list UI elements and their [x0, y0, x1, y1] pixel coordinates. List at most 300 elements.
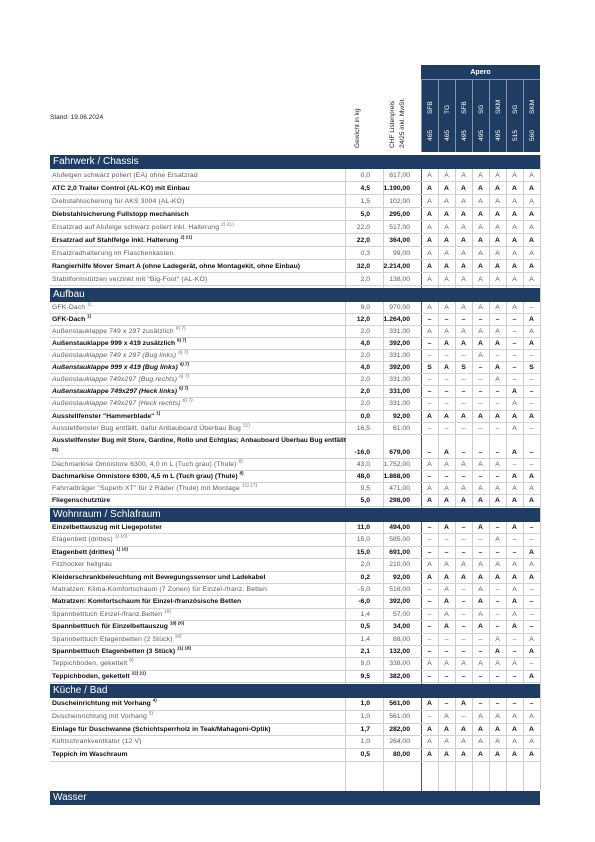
- price-value: 561,00: [389, 700, 410, 707]
- availability-cell: –: [478, 424, 483, 432]
- availability-cell: –: [529, 660, 534, 668]
- option-row: [50, 559, 540, 571]
- availability-cell: A: [461, 700, 466, 707]
- availability-cell: A: [427, 484, 432, 492]
- availability-cell: A: [529, 250, 534, 257]
- footnote-ref: 6) 7): [182, 398, 193, 404]
- availability-cell: S: [461, 364, 466, 372]
- option-row: [50, 169, 540, 182]
- price-value: 1.752,00: [383, 460, 410, 468]
- availability-cell: A: [461, 250, 466, 257]
- option-row: [50, 247, 540, 260]
- series-label: Apero: [421, 65, 540, 80]
- option-name: [52, 314, 344, 326]
- availability-cell: –: [461, 610, 466, 618]
- option-name-text: Teppichboden, gekettelt: [52, 660, 128, 668]
- option-name: [52, 208, 344, 221]
- availability-cell: A: [512, 712, 517, 720]
- weight-value: -16,0: [354, 448, 370, 456]
- footnote-ref: 1): [87, 301, 92, 307]
- availability-cell: A: [444, 237, 449, 244]
- footnote-ref: 22) 21): [131, 670, 146, 676]
- availability-cell: –: [427, 672, 432, 680]
- availability-cell: A: [427, 172, 432, 179]
- option-name-text: Ersatzrad auf Alufelge schwarz poliert inkl. Halterung: [52, 224, 220, 231]
- availability-cell: –: [427, 623, 432, 631]
- option-name-text: Diebstahlsicherung für AKS 3004 (AL-KO): [52, 198, 185, 205]
- price-value: 282,00: [389, 725, 410, 733]
- availability-cell: A: [444, 364, 449, 372]
- availability-cell: A: [529, 751, 534, 759]
- availability-cell: A: [495, 304, 500, 311]
- footnote-ref: 21): [242, 422, 250, 428]
- price-value: 295,00: [389, 211, 410, 218]
- availability-cell: A: [444, 561, 449, 569]
- availability-cell: A: [444, 496, 449, 504]
- availability-cell: –: [478, 400, 483, 408]
- price-value: 331,00: [389, 400, 410, 408]
- availability-cell: A: [529, 548, 534, 556]
- section-header: Küche / Bad: [50, 684, 540, 698]
- option-row: [50, 471, 540, 483]
- availability-cell: –: [512, 648, 517, 655]
- model-size-label: 465: [427, 129, 434, 141]
- availability-cell: A: [529, 738, 534, 746]
- weight-value: 0,2: [360, 573, 370, 581]
- option-name: [52, 182, 344, 195]
- price-value: 817,00: [389, 172, 410, 179]
- availability-cell: –: [512, 340, 517, 348]
- availability-cell: –: [529, 388, 534, 396]
- option-name-text: Ersatzrad auf Stahlfelge inkl. Halterung: [52, 237, 179, 244]
- availability-cell: A: [529, 237, 534, 244]
- availability-cell: –: [495, 424, 500, 432]
- footnote-ref: 18): [174, 633, 182, 639]
- model-size-label: 515: [512, 129, 519, 141]
- availability-cell: A: [444, 172, 449, 179]
- option-name: [52, 423, 344, 435]
- availability-cell: A: [495, 340, 500, 348]
- availability-cell: A: [461, 263, 466, 270]
- availability-cell: A: [495, 412, 500, 420]
- option-name: [52, 646, 344, 658]
- availability-cell: S: [529, 364, 534, 372]
- price-value: 132,00: [389, 648, 410, 655]
- section-header: Wasser: [50, 791, 540, 805]
- availability-cell: –: [478, 548, 483, 556]
- availability-cell: A: [495, 751, 500, 759]
- availability-cell: –: [495, 610, 500, 618]
- availability-cell: –: [529, 700, 534, 707]
- availability-cell: A: [478, 412, 483, 420]
- availability-cell: A: [495, 376, 500, 384]
- option-name: [52, 362, 344, 374]
- option-row: [50, 522, 540, 534]
- availability-cell: –: [427, 316, 432, 324]
- availability-cell: A: [495, 198, 500, 205]
- availability-cell: A: [495, 635, 500, 643]
- option-name-text: Außenstauklappe 749x297 (Heck rechts): [52, 400, 181, 408]
- availability-cell: A: [529, 276, 534, 283]
- availability-cell: –: [444, 376, 449, 384]
- availability-cell: –: [461, 400, 466, 408]
- section-header: Aufbau: [50, 288, 540, 302]
- availability-cell: A: [529, 725, 534, 733]
- availability-cell: A: [512, 448, 517, 456]
- availability-cell: –: [529, 623, 534, 631]
- option-row: [50, 736, 540, 749]
- model-type-label: SFB: [461, 101, 468, 114]
- availability-cell: A: [444, 304, 449, 311]
- weight-column-header: Gewicht in kg: [354, 108, 361, 148]
- availability-cell: A: [461, 573, 466, 581]
- stand-date: Stand: 19.06.2024: [50, 114, 104, 121]
- option-name-text: Spannbetttuch Einzel-/franz.Betten: [52, 610, 163, 618]
- option-name: [52, 736, 344, 749]
- footnote-ref: 18): [164, 608, 172, 614]
- availability-cell: –: [444, 424, 449, 432]
- availability-cell: –: [444, 316, 449, 324]
- footnote-ref: 1): [156, 410, 161, 416]
- availability-cell: A: [529, 328, 534, 336]
- model-size-label: 495: [495, 129, 502, 141]
- availability-cell: A: [478, 263, 483, 270]
- option-name-text: Stabilformstützen verzinkt mit "Big-Foot" (AL-KO): [52, 276, 208, 283]
- availability-cell: A: [495, 328, 500, 336]
- availability-cell: A: [512, 660, 517, 668]
- footnote-ref: 21) 17): [241, 482, 258, 488]
- availability-cell: A: [512, 172, 517, 179]
- option-name-text: Duscheinrichtung mit Vorhang: [52, 700, 151, 707]
- weight-value: 15,0: [356, 536, 370, 544]
- availability-cell: A: [512, 276, 517, 283]
- option-name-text: Rangierhilfe Mover Smart A (ohne Ladegerät, ohne Montagekit, ohne Einbau): [52, 263, 300, 270]
- option-name: [52, 234, 344, 247]
- availability-cell: A: [529, 561, 534, 569]
- availability-cell: A: [461, 460, 466, 468]
- availability-cell: –: [478, 536, 483, 544]
- option-name: [52, 326, 344, 338]
- availability-cell: A: [529, 648, 534, 655]
- option-row: [50, 386, 540, 398]
- weight-value: 22,0: [356, 224, 370, 231]
- availability-cell: A: [512, 610, 517, 618]
- availability-cell: –: [495, 623, 500, 631]
- availability-cell: A: [529, 198, 534, 205]
- footnote-ref: 6) 7): [179, 374, 190, 380]
- option-row: [50, 302, 540, 314]
- availability-cell: –: [427, 524, 432, 531]
- option-name-text: Außenstauklappe 749x297 (Heck links): [52, 388, 178, 396]
- availability-cell: –: [529, 524, 534, 531]
- option-name-text: Matratzen: Komfortschaum für Einzel-/französische Betten: [52, 598, 242, 606]
- option-name-text: Alufelgen schwarz poliert (EA) ohne Ersatzrad: [52, 172, 198, 179]
- availability-cell: –: [529, 460, 534, 468]
- availability-cell: A: [461, 340, 466, 348]
- availability-cell: –: [444, 548, 449, 556]
- option-name-text: Ersatzradhalterung im Flaschenkasten: [52, 250, 174, 257]
- availability-cell: –: [461, 586, 466, 593]
- option-row: [50, 326, 540, 338]
- availability-cell: A: [461, 561, 466, 569]
- price-value: 970,00: [389, 304, 410, 311]
- option-name-text: Außenstauklappe 749 x 297 (Bug links): [52, 352, 177, 360]
- availability-cell: –: [495, 400, 500, 408]
- availability-cell: –: [461, 648, 466, 655]
- option-name: [52, 671, 344, 683]
- availability-cell: A: [461, 304, 466, 311]
- option-name-text: Kleiderschrankbeleuchtung mit Bewegungssensor und Ladekabel: [52, 573, 266, 581]
- availability-cell: –: [529, 536, 534, 544]
- model-type-label: SG: [478, 104, 485, 114]
- option-row: [50, 698, 540, 711]
- option-name: [52, 621, 344, 633]
- availability-cell: A: [478, 573, 483, 581]
- price-value: 382,00: [389, 672, 410, 680]
- availability-cell: –: [478, 648, 483, 655]
- option-row: [50, 435, 540, 459]
- availability-cell: A: [427, 224, 432, 231]
- availability-cell: –: [512, 700, 517, 707]
- availability-cell: –: [427, 424, 432, 432]
- footnote-ref: 6) 7): [175, 325, 186, 331]
- availability-cell: A: [512, 424, 517, 432]
- option-row: [50, 584, 540, 596]
- availability-cell: –: [427, 598, 432, 606]
- availability-cell: A: [444, 712, 449, 720]
- price-value: 88,00: [392, 635, 410, 643]
- price-value: 331,00: [389, 328, 410, 336]
- availability-cell: A: [512, 250, 517, 257]
- availability-cell: –: [427, 586, 432, 593]
- price-value: 331,00: [389, 376, 410, 384]
- availability-cell: A: [461, 224, 466, 231]
- availability-cell: A: [444, 573, 449, 581]
- availability-cell: A: [427, 738, 432, 746]
- option-row: [50, 398, 540, 410]
- availability-cell: A: [495, 211, 500, 218]
- availability-cell: A: [461, 237, 466, 244]
- price-value: 392,00: [389, 598, 410, 606]
- availability-cell: A: [461, 496, 466, 504]
- footnote-ref: 6) 7): [178, 386, 189, 392]
- weight-value: 12,0: [356, 316, 370, 324]
- footnote-ref: 8): [238, 458, 243, 464]
- option-row: [50, 314, 540, 326]
- option-row: [50, 711, 540, 724]
- option-row: [50, 362, 540, 374]
- availability-cell: A: [512, 400, 517, 408]
- price-value: 338,00: [389, 660, 410, 668]
- availability-cell: A: [478, 496, 483, 504]
- availability-cell: A: [444, 586, 449, 593]
- option-name-text: GFK-Dach: [52, 316, 86, 324]
- option-name-text: Etagenbett (drittes): [52, 536, 113, 544]
- option-name-text: Spannbetttuch für Einzelbettauszug: [52, 623, 168, 631]
- option-name-text: Ausstellfenster "Hammerblade": [52, 412, 155, 420]
- availability-cell: A: [529, 185, 534, 192]
- availability-cell: A: [478, 610, 483, 618]
- price-column-header-line2: 24/25 inkl. MwSt.: [399, 97, 406, 148]
- availability-cell: A: [444, 738, 449, 746]
- price-column-header-line1: CHF Listenpreis: [389, 100, 396, 148]
- weight-value: 5,0: [360, 496, 370, 504]
- availability-cell: A: [427, 561, 432, 569]
- availability-cell: A: [478, 276, 483, 283]
- availability-cell: A: [478, 198, 483, 205]
- availability-cell: A: [512, 412, 517, 420]
- availability-cell: A: [495, 648, 500, 655]
- availability-cell: A: [444, 198, 449, 205]
- availability-cell: A: [512, 263, 517, 270]
- availability-cell: –: [512, 635, 517, 643]
- weight-value: 48,0: [356, 472, 370, 480]
- option-row: [50, 273, 540, 286]
- availability-cell: A: [427, 460, 432, 468]
- availability-cell: A: [427, 185, 432, 192]
- availability-cell: A: [495, 172, 500, 179]
- option-name: [52, 221, 344, 234]
- option-name: [52, 522, 344, 534]
- availability-cell: –: [529, 610, 534, 618]
- availability-cell: A: [495, 263, 500, 270]
- availability-cell: A: [495, 496, 500, 504]
- option-name-text: Außenstauklappe 999 x 419 zusätzlich: [52, 340, 176, 348]
- availability-cell: A: [461, 276, 466, 283]
- weight-value: 1,0: [360, 700, 370, 707]
- availability-cell: A: [427, 250, 432, 257]
- availability-cell: –: [495, 448, 500, 456]
- option-name-text: Ausstellfenster Bug entfällt, dafür Anbauboard Überbau Bug: [52, 424, 241, 432]
- availability-cell: A: [444, 484, 449, 492]
- price-value: 61,00: [392, 424, 410, 432]
- availability-cell: A: [478, 352, 483, 360]
- availability-cell: –: [427, 376, 432, 384]
- availability-cell: A: [529, 484, 534, 492]
- availability-cell: A: [529, 316, 534, 324]
- availability-cell: A: [444, 250, 449, 257]
- option-name-text: Einlage für Duschwanne (Schichtsperrholz in Teak/Mahagoni-Optik): [52, 725, 271, 733]
- option-name-text: Teppichboden, gekettelt: [52, 672, 130, 680]
- option-row: [50, 609, 540, 621]
- availability-cell: A: [444, 224, 449, 231]
- availability-cell: –: [512, 536, 517, 544]
- availability-cell: A: [495, 185, 500, 192]
- availability-cell: –: [444, 700, 449, 707]
- weight-value: 1,4: [360, 610, 370, 618]
- availability-cell: –: [427, 352, 432, 360]
- price-value: 92,00: [392, 573, 410, 581]
- availability-cell: A: [512, 738, 517, 746]
- availability-cell: A: [512, 623, 517, 631]
- option-row: [50, 483, 540, 495]
- model-size-label: 495: [461, 129, 468, 141]
- availability-cell: A: [512, 484, 517, 492]
- availability-cell: –: [461, 672, 466, 680]
- availability-cell: –: [444, 400, 449, 408]
- price-value: 99,00: [392, 250, 410, 257]
- availability-cell: A: [478, 211, 483, 218]
- availability-cell: A: [444, 524, 449, 531]
- availability-cell: A: [461, 198, 466, 205]
- price-value: 102,00: [389, 198, 410, 205]
- availability-cell: A: [495, 237, 500, 244]
- availability-cell: –: [461, 388, 466, 396]
- availability-cell: A: [512, 198, 517, 205]
- option-name: [52, 247, 344, 260]
- availability-cell: A: [495, 738, 500, 746]
- price-value: 1.190,00: [383, 185, 410, 192]
- model-size-label: 560: [529, 129, 536, 141]
- option-row: [50, 411, 540, 423]
- availability-cell: A: [529, 712, 534, 720]
- availability-cell: A: [529, 224, 534, 231]
- weight-value: 43,0: [356, 460, 370, 468]
- availability-cell: A: [495, 250, 500, 257]
- availability-cell: –: [444, 388, 449, 396]
- availability-cell: A: [512, 185, 517, 192]
- footnote-ref: 21): [52, 446, 59, 452]
- price-value: 679,00: [389, 448, 410, 456]
- availability-cell: A: [427, 198, 432, 205]
- weight-value: 2,0: [360, 276, 370, 283]
- option-name-text: Außenstauklappe 749x297 (Bug rechts): [52, 376, 178, 384]
- model-type-label: SKM: [529, 99, 536, 114]
- section-header: Fahrwerk / Chassis: [50, 155, 540, 169]
- option-name-text: Matratzen: Klima-Komfortschaum (7 Zonen) für Einzel-/franz. Betten: [52, 586, 268, 593]
- availability-cell: A: [495, 536, 500, 544]
- availability-cell: A: [444, 725, 449, 733]
- option-row: [50, 547, 540, 559]
- availability-cell: A: [529, 635, 534, 643]
- availability-cell: A: [427, 573, 432, 581]
- footnote-ref: 1) 10): [116, 546, 128, 552]
- option-name: [52, 338, 344, 350]
- availability-cell: A: [478, 623, 483, 631]
- availability-cell: A: [478, 460, 483, 468]
- availability-cell: –: [512, 364, 517, 372]
- option-name-text: ATC 2,0 Trailer Control (AL-KO) mit Einbau: [52, 185, 190, 192]
- price-value: 561,00: [389, 712, 410, 720]
- availability-cell: –: [478, 472, 483, 480]
- availability-cell: –: [444, 672, 449, 680]
- weight-value: -6,0: [358, 598, 370, 606]
- price-value: 517,00: [389, 224, 410, 231]
- availability-cell: A: [529, 496, 534, 504]
- weight-value: 4,0: [360, 340, 370, 348]
- option-row: [50, 572, 540, 584]
- availability-cell: A: [512, 573, 517, 581]
- availability-cell: –: [444, 472, 449, 480]
- availability-cell: –: [461, 376, 466, 384]
- price-value: 364,00: [389, 237, 410, 244]
- weight-value: 11,0: [357, 524, 370, 531]
- availability-cell: A: [512, 524, 517, 531]
- model-size-label: 465: [444, 129, 451, 141]
- availability-cell: A: [478, 185, 483, 192]
- availability-cell: –: [529, 586, 534, 593]
- option-row: [50, 350, 540, 362]
- option-name-text: Etagenbett (drittes): [52, 548, 115, 556]
- option-row: [50, 724, 540, 737]
- availability-cell: –: [444, 536, 449, 544]
- availability-cell: –: [529, 352, 534, 360]
- price-value: 331,00: [389, 388, 410, 396]
- option-name: [52, 471, 344, 483]
- option-name: [52, 398, 344, 410]
- availability-cell: –: [427, 610, 432, 618]
- option-name: [52, 350, 344, 362]
